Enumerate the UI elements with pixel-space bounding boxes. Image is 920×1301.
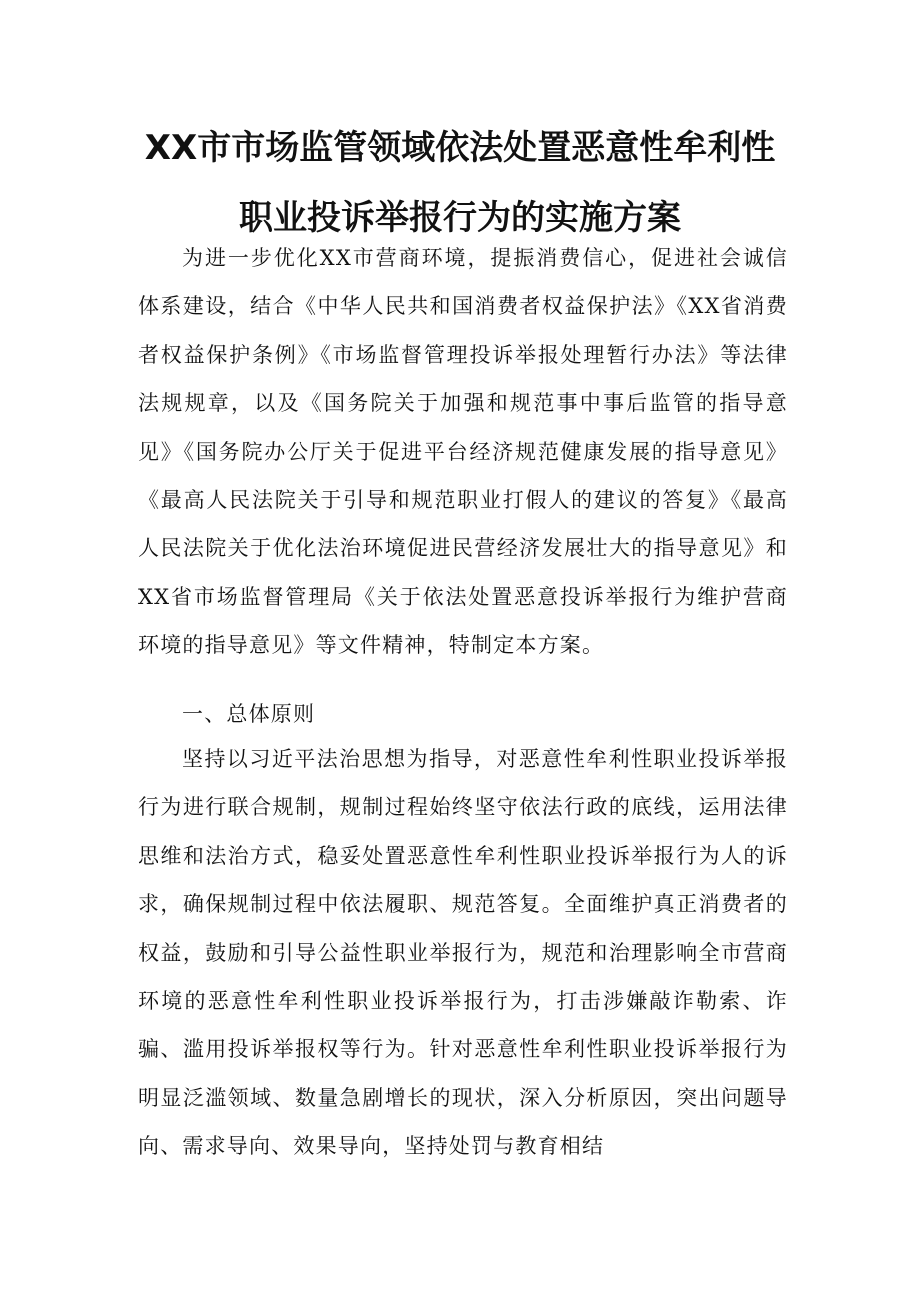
section-1-heading: 一、总体原则 <box>182 702 316 726</box>
document-title-line-1: XX市市场监管领域依法处置恶意性牟利性 <box>144 128 776 168</box>
intro-paragraph: 为进一步优化XX市营商环境，提振消费信心，促进社会诚信体系建设，结合《中华人民共和国消费者权益保护法》《XX省消费者权益保护条例》《市场监督管理投诉举报处理暂行办法》等法律法规规章，以及《国务院关于加强和规范事中事后监管的指导意见》《国务院办公厅关于促进平台经济规范健康发展的指导意见》《最高人民法院关于引导和规范职业打假人的建议的答复》《最高人民法院关于优化法治环境促进民营经济发展壮大的指导意见》和XX省市场监督管理局《关于依法处置恶意投诉举报行为维护营商环境的指导意见》等文件精神，特制定本方案。 <box>138 246 788 658</box>
document-title-line-2: 职业投诉举报行为的实施方案 <box>239 198 681 238</box>
section-1-paragraph: 坚持以习近平法治思想为指导，对恶意性牟利性职业投诉举报行为进行联合规制，规制过程始终坚守依法行政的底线，运用法律思维和法治方式，稳妥处置恶意性牟利性职业投诉举报行为人的诉求，确保规制过程中依法履职、规范答复。全面维护真正消费者的权益，鼓励和引导公益性职业举报行为，规范和治理影响全市营商环境的恶意性牟利性职业投诉举报行为，打击涉嫌敲诈勒索、诈骗、滥用投诉举报权等行为。针对恶意性牟利性职业投诉举报行为明显泛滥领域、数量急剧增长的现状，深入分析原因，突出问题导向、需求导向、效果导向，坚持处罚与教育相结 <box>138 747 788 1159</box>
